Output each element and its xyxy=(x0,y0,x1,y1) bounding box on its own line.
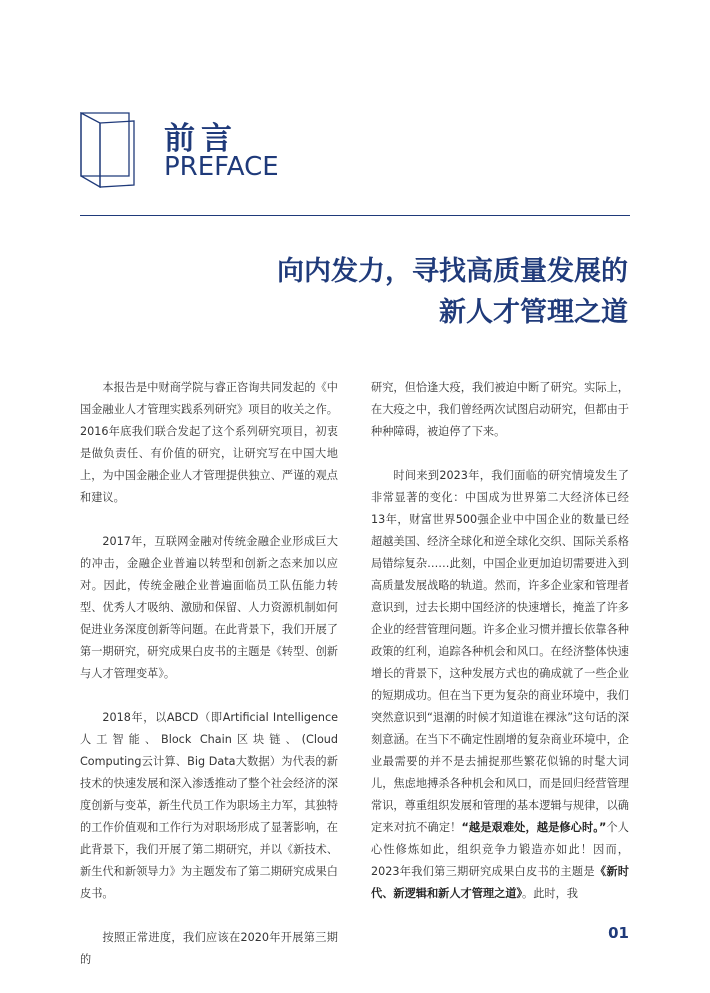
paragraph: 2017年，互联网金融对传统金融企业形成巨大的冲击，金融企业普遍以转型和创新之态来加以应对。因此，传统金融企业普遍面临员工队伍能力转型、优秀人才吸纳、激励和保留、人力资源机制如何促进业务深度创新等问题。在此背景下，我们开展了第一期研究，研究成果白皮书的主题是《转型、创新与人才管理变革》。 xyxy=(80,535,338,680)
left-column xyxy=(80,377,338,993)
header-divider xyxy=(80,215,630,216)
paragraph xyxy=(371,465,629,905)
paragraph: 本报告是中财商学院与睿正咨询共同发起的《中国金融业人才管理实践系列研究》项目的收关之作。2016年底我们联合发起了这个系列研究项目，初衷是做负责任、有价值的研究，让研究写在中国大地上，为中国金融企业人才管理提供独立、严谨的观点和建议。 xyxy=(80,381,338,504)
right-column xyxy=(371,377,629,927)
paragraph: 按照正常进度，我们应该在2020年开展第三期的 xyxy=(80,931,338,966)
paragraph-continued: 研究，但恰逢大疫，我们被迫中断了研究。实际上，在大疫之中，我们曾经两次试图启动研究，但都由于种种障碍，被迫停了下来。 xyxy=(371,381,629,438)
page-title-cn: 前言 xyxy=(164,121,238,157)
bold-quote: “越是艰难处，越是修心时。” xyxy=(461,821,607,834)
page-number: 01 xyxy=(608,924,629,942)
bold-theme: 《新时代、新逻辑和新人才管理之道》 xyxy=(371,865,629,900)
page-title-en: PREFACE xyxy=(164,152,279,182)
subtitle-line-1: 向内发力，寻找高质量发展的 xyxy=(277,256,628,287)
chapter-subtitle xyxy=(277,251,628,333)
subtitle-line-2: 新人才管理之道 xyxy=(439,297,628,328)
text-run: 。此时，我 xyxy=(522,887,578,900)
text-run: 时间来到2023年，我们面临的研究情境发生了非常显著的变化：中国成为世界第二大经济体已经13年，财富世界500强企业中中国企业的数量已经超越美国、经济全球化和逆全球化交织、国际关系格局错综复杂……此刻，中国企业更加迫切需要进入到高质量发展战略的轨道。然而，许多企业家和管理者意识到，过去长期中国经济的快速增长，掩盖了许多企业的经营管理问题。许多企业习惯并擅长依靠各种政策的红利，追踪各种机会和风口。在经济整体快速增长的背景下，这种发展方式也的确成就了一些企业的短期成功。但在当下更为复杂的商业环境中，我们突然意识到“退潮的时候才知道谁在裸泳”这句话的深刻意涵。在当下不确定性剧增的复杂商业环境中，企业最需要的并不是去捕捉那些繁花似锦的时髦大词儿，焦虑地搏杀各种机会和风口，而是回归经营管理常识，尊重组织发展和管理的基本逻辑与规律，以确定来对抗不确定！ xyxy=(371,469,629,834)
open-book-outline-icon xyxy=(80,112,136,188)
paragraph: 2018年，以ABCD（即Artificial Intelligence人工智能、Block Chain区块链、(Cloud Computing云计算、Big Data大数据）为代表的新技术的快速发展和深入渗透推动了整个社会经济的深度创新与变革，新生代员工作为职场主力军，其独特的工作价值观和工作行为对职场形成了显著影响，在此背景下，我们开展了第二期研究，并以《新技术、新生代和新领导力》为主题发布了第二期研究成果白皮书。 xyxy=(80,711,338,900)
text-run: 个人心性修炼如此，组织竞争力锻造亦如此！因而，2023年我们第三期研究成果白皮书的主题是 xyxy=(371,821,629,878)
